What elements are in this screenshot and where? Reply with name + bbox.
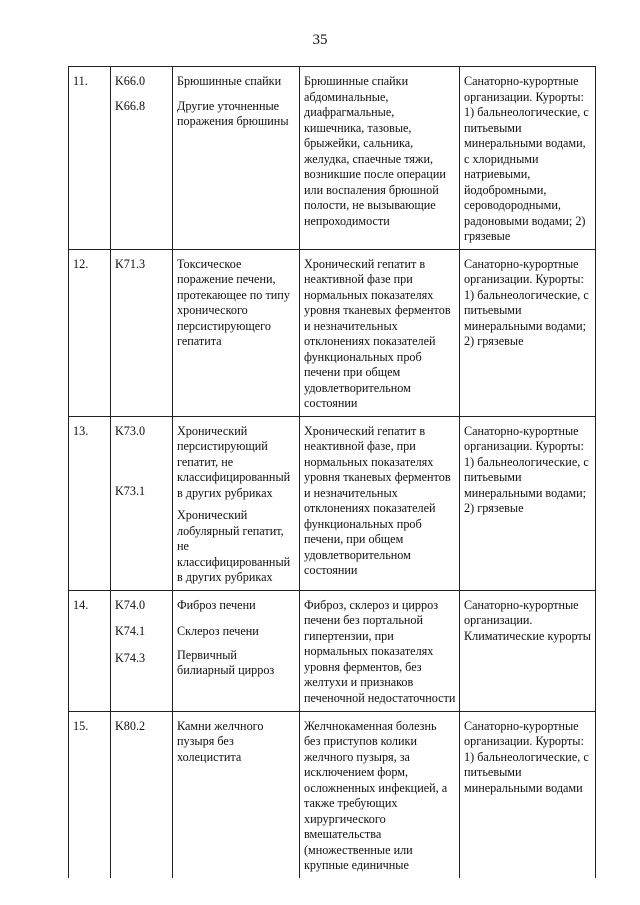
icd-code: K74.0 (115, 597, 146, 612)
clinical-description: Желчнокаменная болезнь без приступов колики желчного пузыря, за исключением форм, осложненных инфекцией, а также требующих хирургического вмешательства (множественные или крупные единичные (300, 711, 460, 878)
diagnosis-cell (173, 711, 300, 878)
clinical-description: Брюшинные спайки абдоминальные, диафрагмальные, кишечника, тазовые, брыжейки, сальника, желудка, спаечные тяжи, возникшие после операции или воспаления брюшной полости, не вызывающие непроходимости (300, 67, 460, 250)
icd-code-cell (111, 67, 173, 250)
diagnosis-cell (173, 590, 300, 711)
diagnosis-name: Другие уточненные поражения брюшины (177, 98, 289, 128)
indications-table (68, 66, 596, 878)
icd-code-cell (111, 249, 173, 416)
resort-recommendation: Санаторно-курортные организации. Курорты: 1) бальнеологические, с питьевыми минеральными водами; 2) грязевые (460, 416, 596, 590)
diagnosis-name: Брюшинные спайки (177, 74, 282, 88)
table-row (69, 711, 596, 878)
row-number: 12. (69, 249, 111, 416)
table-row (69, 67, 596, 250)
icd-code: K74.1 (115, 624, 146, 638)
diagnosis-name: Токсическое поражение печени, протекающее по типу хронического персистирующего гепатита (177, 256, 290, 348)
icd-code-cell (111, 416, 173, 590)
icd-code-cell (111, 590, 173, 711)
icd-code: K71.3 (115, 256, 146, 271)
row-number: 15. (69, 711, 111, 878)
icd-code: K73.0 (115, 423, 146, 438)
resort-recommendation: Санаторно-курортные организации. Курорты: 1) бальнеологические, с питьевыми минеральными водами (460, 711, 596, 878)
icd-code-cell (111, 711, 173, 878)
diagnosis-name: Хронический персистирующий гепатит, не классифицированный в других рубриках (177, 423, 291, 500)
icd-code: K80.2 (115, 718, 146, 733)
clinical-description: Хронический гепатит в неактивной фазе при нормальных показателях уровня тканевых ферментов и незначительных отклонениях показателей функциональных проб печени при общем удовлетворительном состоянии (300, 249, 460, 416)
diagnosis-name: Первичный билиарный цирроз (177, 647, 275, 677)
resort-recommendation: Санаторно-курортные организации. Курорты: 1) бальнеологические, с питьевыми минеральными водами, с хлоридными натриевыми, йодобромными, сероводородными, радоновыми водами; 2) грязевые (460, 67, 596, 250)
icd-code: K73.1 (115, 484, 146, 498)
diagnosis-cell (173, 416, 300, 590)
table-row (69, 416, 596, 590)
diagnosis-name: Хронический лобулярный гепатит, не классифицированный в других рубриках (177, 508, 291, 584)
row-number: 13. (69, 416, 111, 590)
table-row (69, 249, 596, 416)
icd-code: K66.8 (115, 98, 146, 113)
diagnosis-name: Камни желчного пузыря без холецистита (177, 718, 264, 764)
diagnosis-cell (173, 249, 300, 416)
clinical-description: Хронический гепатит в неактивной фазе, при нормальных показателях уровня тканевых ферментов и незначительных отклонениях показателей функциональных проб печени, при общем удовлетворительном состоянии (300, 416, 460, 590)
icd-code: K74.3 (115, 650, 146, 665)
table-row (69, 590, 596, 711)
diagnosis-name: Фиброз печени (177, 597, 256, 612)
row-number: 11. (69, 67, 111, 250)
resort-recommendation: Санаторно-курортные организации. Курорты: 1) бальнеологические, с питьевыми минеральными водами; 2) грязевые (460, 249, 596, 416)
row-number: 14. (69, 590, 111, 711)
page-number: 35 (312, 32, 328, 48)
diagnosis-name: Склероз печени (177, 624, 259, 638)
icd-code: K66.0 (115, 74, 146, 88)
clinical-description: Фиброз, склероз и цирроз печени без портальной гипертензии, при нормальных показателях уровня ферментов, без желтухи и признаков печеночной недостаточности (300, 590, 460, 711)
diagnosis-cell (173, 67, 300, 250)
resort-recommendation: Санаторно-курортные организации. Климатические курорты (460, 590, 596, 711)
